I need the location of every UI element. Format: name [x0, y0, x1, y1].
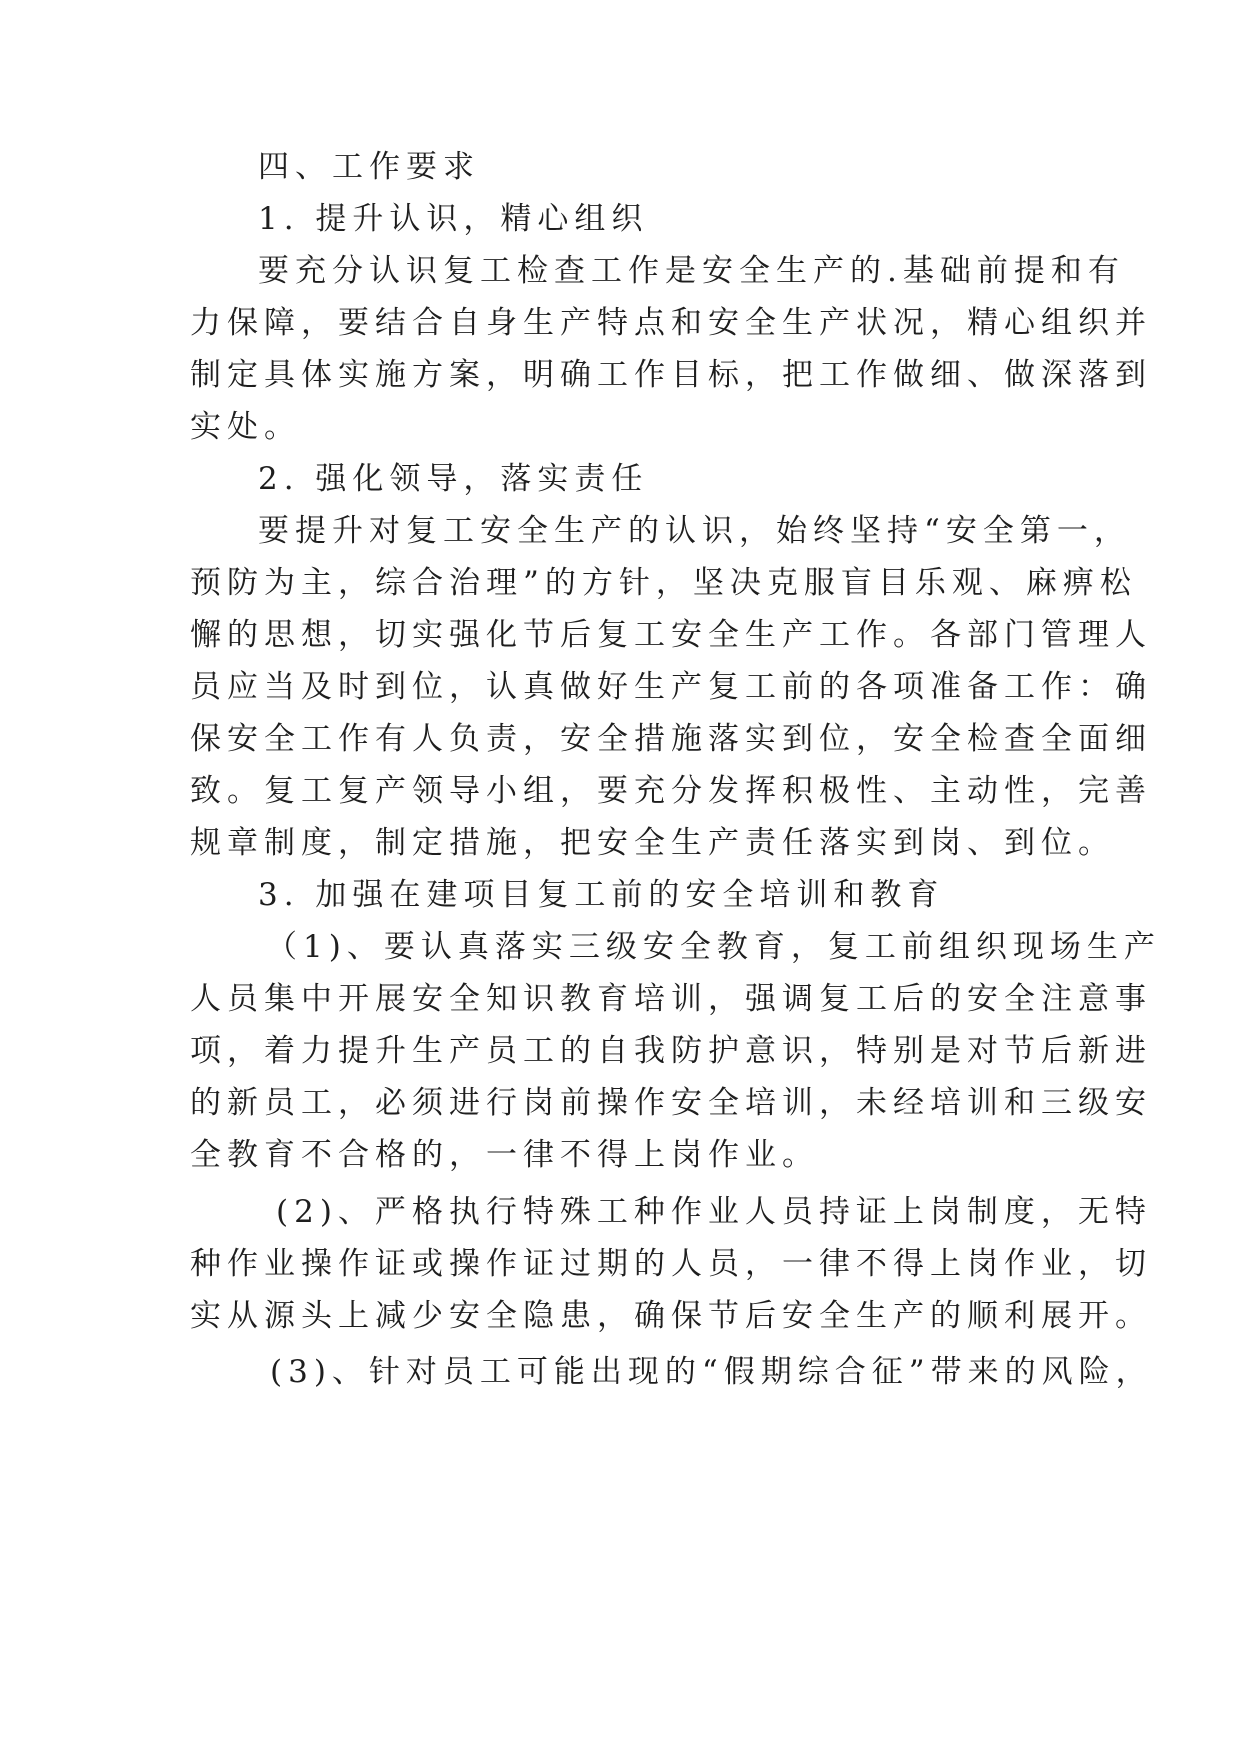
paragraph-2-line-7: 规章制度，制定措施，把安全生产责任落实到岗、到位。: [190, 825, 1115, 861]
paragraph-1-line-4: 实处。: [190, 409, 301, 445]
item-2-line-1: (2)、严格执行特殊工种作业人员持证上岗制度，无特: [276, 1194, 1152, 1230]
item-1-line-5: 全教育不合格的，一律不得上岗作业。: [190, 1137, 819, 1173]
subheading-1: 1. 提升认识，精心组织: [258, 201, 649, 237]
paragraph-2-line-4: 员应当及时到位，认真做好生产复工前的各项准备工作：确: [190, 669, 1152, 705]
item-1-line-3: 项，着力提升生产员工的自我防护意识，特别是对节后新进: [190, 1033, 1152, 1069]
paragraph-2-line-5: 保安全工作有人负责，安全措施落实到位，安全检查全面细: [190, 721, 1152, 757]
paragraph-1-line-1: 要充分认识复工检查工作是安全生产的.基础前提和有: [258, 253, 1125, 289]
item-1-line-4: 的新员工，必须进行岗前操作安全培训，未经培训和三级安: [190, 1085, 1152, 1121]
paragraph-2-line-2: 预防为主，综合治理”的方针，坚决克服盲目乐观、麻痹松: [190, 565, 1137, 601]
item-1-line-2: 人员集中开展安全知识教育培训，强调复工后的安全注意事: [190, 981, 1152, 1017]
section-heading: 四、工作要求: [258, 149, 480, 185]
item-3-line-1: (3)、针对员工可能出现的“假期综合征”带来的风险，: [270, 1354, 1153, 1390]
subheading-3: 3. 加强在建项目复工前的安全培训和教育: [258, 877, 945, 913]
paragraph-1-line-3: 制定具体实施方案，明确工作目标，把工作做细、做深落到: [190, 357, 1152, 393]
item-2-line-3: 实从源头上减少安全隐患，确保节后安全生产的顺利展开。: [190, 1298, 1152, 1334]
item-2-line-2: 种作业操作证或操作证过期的人员，一律不得上岗作业，切: [190, 1246, 1152, 1282]
paragraph-2-line-1: 要提升对复工安全生产的认识，始终坚持“安全第一，: [258, 513, 1131, 549]
item-1-line-1: （1)、要认真落实三级安全教育，复工前组织现场生产: [266, 929, 1161, 965]
paragraph-1-line-2: 力保障，要结合自身生产特点和安全生产状况，精心组织并: [190, 305, 1152, 341]
paragraph-2-line-3: 懈的思想，切实强化节后复工安全生产工作。各部门管理人: [190, 617, 1152, 653]
subheading-2: 2. 强化领导，落实责任: [258, 461, 649, 497]
paragraph-2-line-6: 致。复工复产领导小组，要充分发挥积极性、主动性，完善: [190, 773, 1152, 809]
